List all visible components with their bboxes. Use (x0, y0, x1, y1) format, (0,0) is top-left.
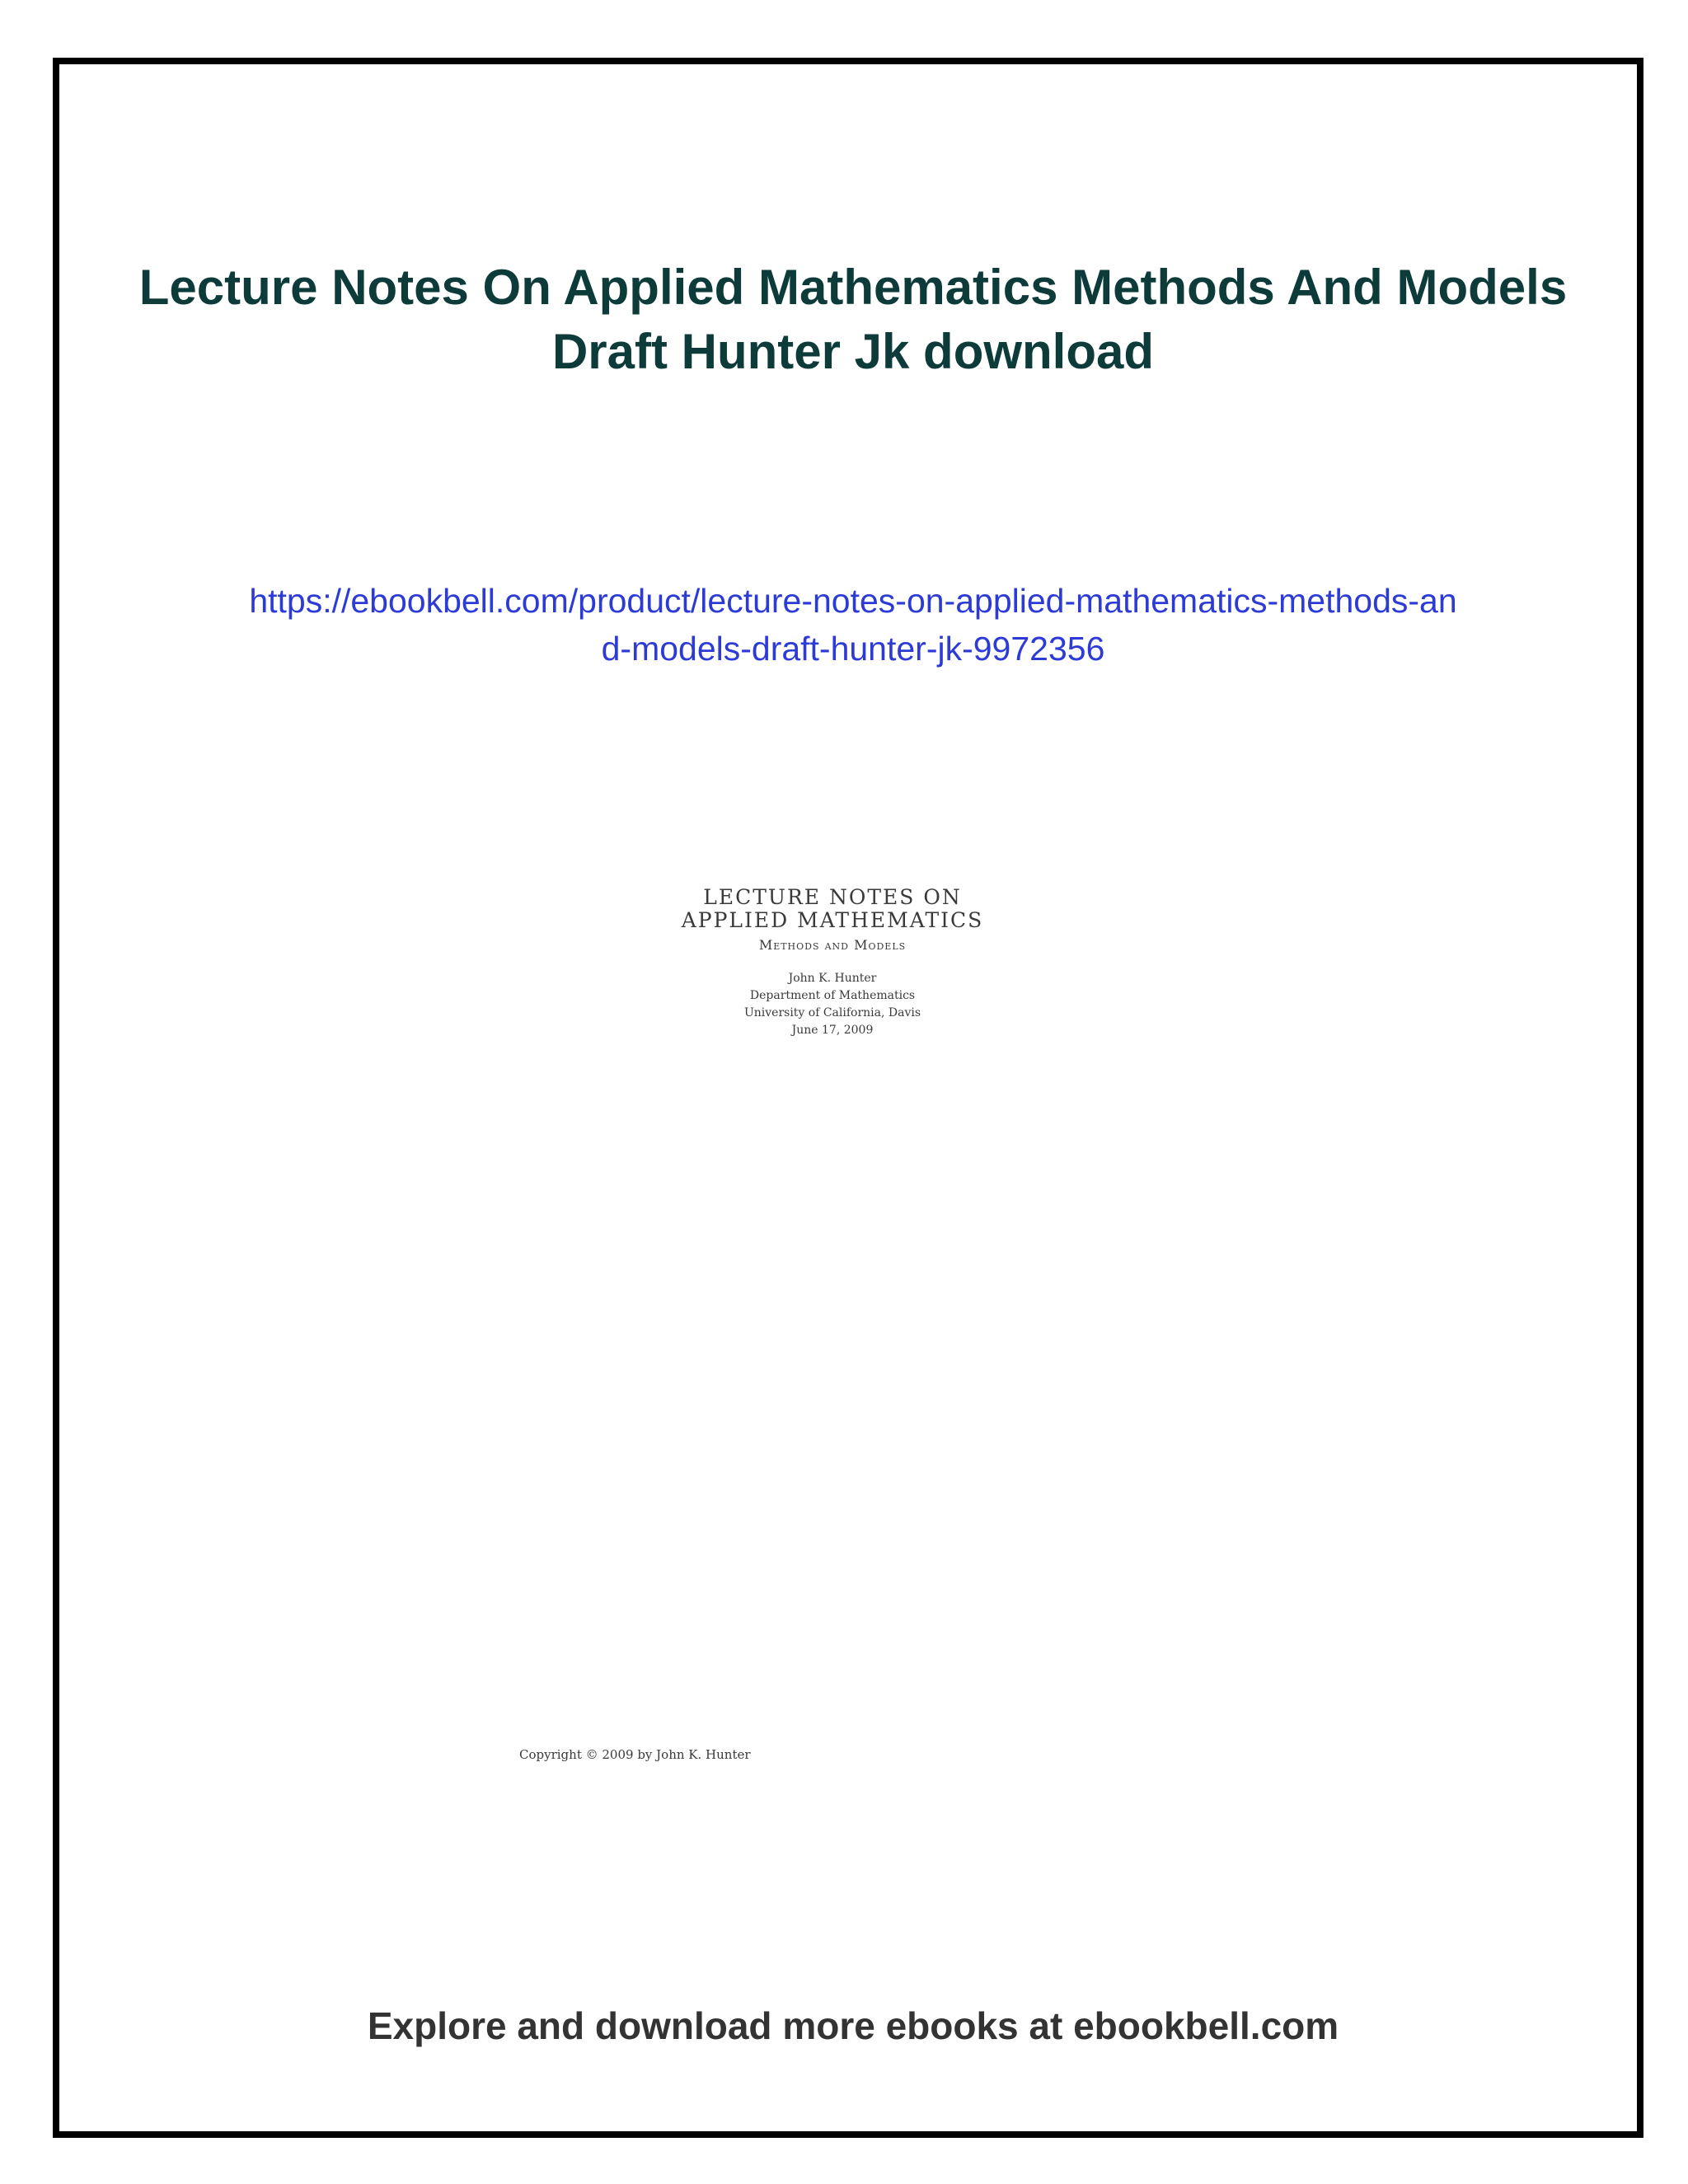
product-link[interactable]: https://ebookbell.com/product/lecture-notes-on-applied-mathematics-methods-and-models-draft-hunter-jk-9972356 (249, 582, 1457, 668)
cover-title-line1: LECTURE NOTES ON (703, 885, 962, 909)
cover-date: June 17, 2009 (791, 1024, 874, 1037)
cover-copyright: Copyright © 2009 by John K. Hunter (519, 1747, 751, 1762)
cover-department: Department of Mathematics (749, 989, 916, 1002)
cover-text-block (511, 886, 1154, 1039)
cover-info (511, 970, 1154, 1039)
book-cover-image (511, 874, 1154, 1797)
cover-title-line2: APPLIED MATHEMATICS (681, 908, 984, 932)
footer-text: Explore and download more ebooks at ebookbell.com (367, 2004, 1339, 2047)
cover-author: John K. Hunter (788, 972, 877, 985)
cover-university: University of California, Davis (743, 1006, 921, 1019)
page-title: Lecture Notes On Applied Mathematics Methods And Models Draft Hunter Jk download (138, 260, 1568, 379)
cover-subtitle: Methods and Models (758, 937, 907, 953)
